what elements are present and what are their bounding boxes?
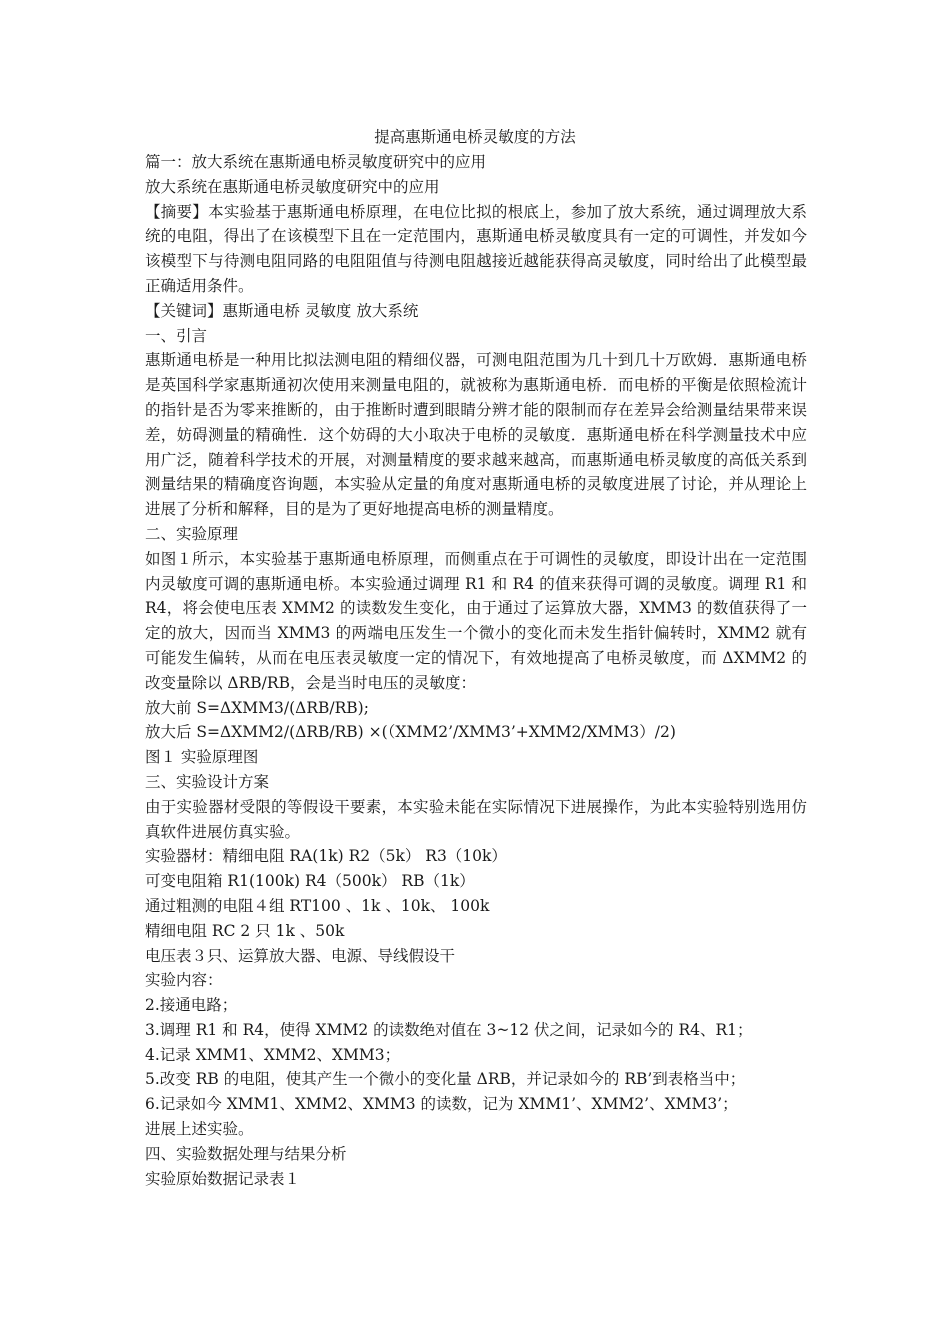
formula-after-amplification: 放大后 S=ΔXMM2/(ΔRB/RB) ×(（XMM2’/XMM3’+XMM2/XMM3）/2) — [145, 723, 676, 742]
equipment-line-5: 电压表３只、运算放大器、电源、导线假设干 — [145, 946, 456, 965]
paragraph-principle: 如图１所示，本实验基于惠斯通电桥原理，而侧重点在于可调性的灵敏度，即设计出在一定范围内灵敏度可调的惠斯通电桥。本实验通过调理 R1 和 R4 的值来获得可调的灵敏度。调理 R1 和 R4，将会使电压表 XMM2 的读数发生变化，由于通过了运算放大器，XMM3 的数值获得了一定的放大，因而当 XMM3 的两端电压发生一个微小的变化而未发生指针偏转时，XMM2 就有可能发生偏转，从而在电压表灵敏度一定的情况下，有效地提高了电桥灵敏度，而 ΔXMM2 的改变量除以 ΔRB/RB，会是当时电压的灵敏度： — [145, 549, 807, 692]
section-heading-principle: 二、实验原理 — [145, 524, 239, 543]
step-4: 4.记录 XMM1、XMM2、XMM3； — [145, 1045, 401, 1064]
formula-before-amplification: 放大前 S=ΔXMM3/(ΔRB/RB); — [145, 698, 369, 717]
figure-caption: 图１ 实验原理图 — [145, 748, 259, 767]
experiment-content-label: 实验内容： — [145, 971, 223, 990]
equipment-line-1: 实验器材：精细电阻 RA(1k) R2（5k） R3（10k） — [145, 847, 507, 866]
paragraph-introduction: 惠斯通电桥是一种用比拟法测电阻的精细仪器，可测电阻范围为几十到几十万欧姆．惠斯通电桥是英国科学家惠斯通初次使用来测量电阻的，就被称为惠斯通电桥．而电桥的平衡是依照检流计的指针是否为零来推断的，由于推断时遭到眼睛分辨才能的限制而存在差异会给测量结果带来误差，妨碍测量的精确性．这个妨碍的大小取决于电桥的灵敏度．惠斯通电桥在科学测量技术中应用广泛，随着科学技术的开展，对测量精度的要求越来越高，而惠斯通电桥灵敏度的高低关系到测量结果的精确度咨询题，本实验从定量的角度对惠斯通电桥的灵敏度进展了讨论，并从理论上进展了分析和解释，目的是为了更好地提高电桥的测量精度。 — [145, 351, 807, 519]
section-heading-introduction: 一、引言 — [145, 326, 208, 345]
step-2: 2.接通电路； — [145, 996, 238, 1015]
document-body — [145, 150, 807, 1191]
step-5: 5.改变 RB 的电阻，使其产生一个微小的变化量 ΔRB，并记录如今的 RB’到表格当中； — [145, 1070, 746, 1089]
table-caption: 实验原始数据记录表１ — [145, 1169, 301, 1188]
section-heading-analysis: 四、实验数据处理与结果分析 — [145, 1144, 347, 1163]
document-title: 提高惠斯通电桥灵敏度的方法 — [374, 128, 576, 146]
step-6: 6.记录如今 XMM1、XMM2、XMM3 的读数，记为 XMM1’、XMM2’、XMM3’； — [145, 1095, 738, 1114]
step-3: 3.调理 R1 和 R4，使得 XMM2 的读数绝对值在 3~12 伏之间，记录如今的 R4、R1； — [145, 1020, 753, 1039]
paragraph-design: 由于实验器材受限的等假设干要素，本实验未能在实际情况下进展操作，为此本实验特别选用仿真软件进展仿真实验。 — [145, 797, 807, 841]
section-heading-design: 三、实验设计方案 — [145, 772, 270, 791]
paragraph-keywords: 【关键词】惠斯通电桥 灵敏度 放大系统 — [145, 301, 419, 320]
equipment-line-2: 可变电阻箱 R1(100k) R4（500k） RB（1k） — [145, 872, 475, 891]
paragraph-part-heading: 篇一：放大系统在惠斯通电桥灵敏度研究中的应用 — [145, 153, 487, 171]
equipment-line-4: 精细电阻 RC 2 只 1k 、50k — [145, 921, 345, 940]
paragraph-article-title: 放大系统在惠斯通电桥灵敏度研究中的应用 — [145, 177, 440, 196]
paragraph-abstract: 【摘要】本实验基于惠斯通电桥原理，在电位比拟的根底上，参加了放大系统，通过调理放大系统的电阻，得出了在该模型下且在一定范围内，惠斯通电桥灵敏度具有一定的可调性，并发如今该模型下与待测电阻同路的电阻阻值与待测电阻越接近越能获得高灵敏度，同时给出了此模型最正确适用条件。 — [145, 202, 807, 295]
equipment-line-3: 通过粗测的电阻４组 RT100 、1k 、10k、 100k — [145, 896, 490, 915]
repeat-note: 进展上述实验。 — [145, 1120, 254, 1139]
